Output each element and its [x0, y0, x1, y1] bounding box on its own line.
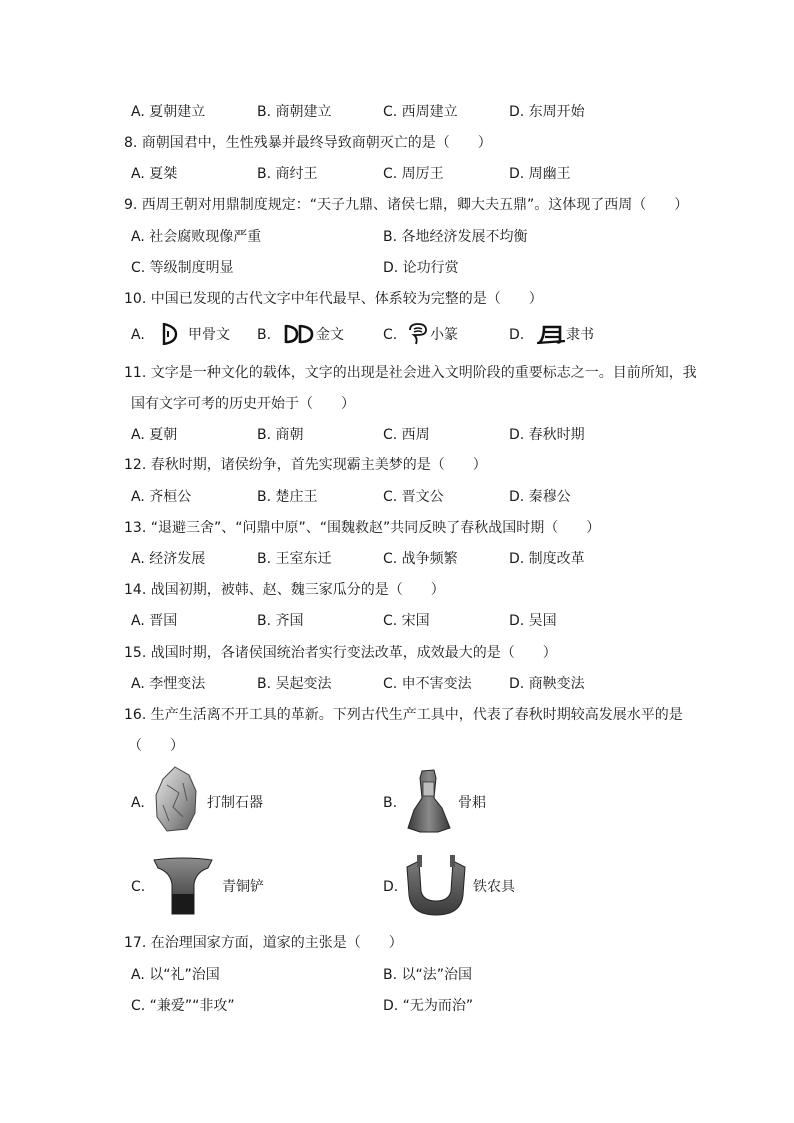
chipped-stone-tool-icon [153, 765, 199, 833]
q13-options [0, 549, 794, 569]
q7-option-c[interactable]: C. 西周建立 [383, 104, 458, 120]
q13-option-a[interactable]: A. 经济发展 [131, 551, 206, 567]
q14-option-b[interactable]: B. 齐国 [257, 613, 304, 629]
iron-farm-tool-icon [403, 853, 469, 919]
q13-option-b[interactable]: B. 王室东迁 [257, 551, 332, 567]
q8-stem: 8. 商朝国君中，生性残暴并最终导致商朝灭亡的是（ ） [124, 135, 492, 151]
q17-option-a[interactable]: A. 以“礼”治国 [131, 967, 220, 983]
q16-option-d-text: 铁农具 [473, 879, 515, 895]
q7-options [0, 102, 794, 122]
q9-options-row2 [0, 258, 794, 278]
bronze-shovel-icon [152, 856, 214, 918]
q9-options-row1 [0, 227, 794, 247]
q12-option-a[interactable]: A. 齐桓公 [131, 489, 192, 505]
q15-option-c[interactable]: C. 申不害变法 [383, 676, 472, 692]
q17-option-b[interactable]: B. 以“法”治国 [383, 967, 473, 983]
q12-stem: 12. 春秋时期，诸侯纷争，首先实现霸主美梦的是（ ） [124, 457, 487, 473]
q11-stem-line2: 国有文字可考的历史开始于（ ） [131, 396, 355, 412]
q10-stem: 10. 中国已发现的古代文字中年代最早、体系较为完整的是（ ） [124, 291, 543, 307]
q15-stem: 15. 战国时期，各诸侯国统治者实行变法改革，成效最大的是（ ） [124, 645, 557, 661]
q15-option-a[interactable]: A. 李悝变法 [131, 676, 206, 692]
q8-option-a[interactable]: A. 夏桀 [131, 166, 178, 182]
q10-option-d-text: 隶书 [566, 327, 594, 343]
q11-stem-line1: 11. 文字是一种文化的载体，文字的出现是社会进入文明阶段的重要标志之一。目前所知，我 [124, 365, 697, 381]
q15-option-b[interactable]: B. 吴起变法 [257, 676, 332, 692]
q11-option-c[interactable]: C. 西周 [383, 427, 430, 443]
oracle-bone-glyph-icon [160, 321, 180, 347]
q13-stem: 13. “退避三舍”、“问鼎中原”、“围魏救赵”共同反映了春秋战国时期（ ） [124, 520, 601, 536]
q9-option-d[interactable]: D. 论功行赏 [383, 260, 459, 276]
q8-option-b[interactable]: B. 商纣王 [257, 166, 318, 182]
q14-stem: 14. 战国初期，被韩、赵、魏三家瓜分的是（ ） [124, 582, 445, 598]
q14-option-c[interactable]: C. 宋国 [383, 613, 430, 629]
q13-option-c[interactable]: C. 战争频繁 [383, 551, 458, 567]
q11-option-d[interactable]: D. 春秋时期 [509, 427, 585, 443]
q9-stem: 9. 西周王朝对用鼎制度规定：“天子九鼎、诸侯七鼎，卿大夫五鼎”。这体现了西周（ ） [124, 197, 689, 213]
q10-option-d-label[interactable]: D. [509, 327, 525, 343]
q7-option-d[interactable]: D. 东周开始 [509, 104, 585, 120]
q8-option-c[interactable]: C. 周厉王 [383, 166, 444, 182]
q15-options [0, 674, 794, 694]
q10-options [0, 325, 794, 345]
q10-option-c-text: 小篆 [430, 327, 458, 343]
q16-stem-line2: （ ） [128, 738, 184, 754]
q11-options [0, 425, 794, 445]
q10-option-a-label[interactable]: A. [131, 327, 145, 343]
q10-option-b-label[interactable]: B. [257, 327, 272, 343]
q9-option-c[interactable]: C. 等级制度明显 [131, 260, 234, 276]
q16-option-a-text: 打制石器 [207, 795, 263, 811]
q9-option-b[interactable]: B. 各地经济发展不均衡 [383, 229, 528, 245]
q14-options [0, 611, 794, 631]
q16-stem-line1: 16. 生产生活离不开工具的革新。下列古代生产工具中，代表了春秋时期较高发展水平的是 [124, 707, 683, 723]
q14-option-d[interactable]: D. 吴国 [509, 613, 557, 629]
q12-option-b[interactable]: B. 楚庄王 [257, 489, 318, 505]
bronze-script-glyph-icon [284, 322, 314, 346]
q7-option-b[interactable]: B. 商朝建立 [257, 104, 332, 120]
q7-option-a[interactable]: A. 夏朝建立 [131, 104, 206, 120]
q16-option-c-text: 青铜铲 [222, 879, 264, 895]
clerical-script-glyph-icon [536, 323, 566, 345]
bone-spade-icon [404, 768, 454, 834]
q10-option-a-text: 甲骨文 [188, 327, 230, 343]
q17-option-c[interactable]: C. “兼爱”“非攻” [131, 998, 235, 1014]
q16-option-d-label[interactable]: D. [383, 879, 399, 895]
q11-option-a[interactable]: A. 夏朝 [131, 427, 178, 443]
q17-options-row1 [0, 965, 794, 985]
q11-option-b[interactable]: B. 商朝 [257, 427, 304, 443]
q10-option-b-text: 金文 [316, 327, 344, 343]
q15-option-d[interactable]: D. 商鞅变法 [509, 676, 585, 692]
q12-option-c[interactable]: C. 晋文公 [383, 489, 444, 505]
q16-option-a-label[interactable]: A. [131, 795, 145, 811]
q13-option-d[interactable]: D. 制度改革 [509, 551, 585, 567]
q14-option-a[interactable]: A. 晋国 [131, 613, 178, 629]
q8-option-d[interactable]: D. 周幽王 [509, 166, 571, 182]
q17-option-d[interactable]: D. “无为而治” [383, 998, 474, 1014]
q8-options [0, 164, 794, 184]
small-seal-glyph-icon [407, 322, 429, 346]
q17-stem: 17. 在治理国家方面，道家的主张是（ ） [124, 935, 403, 951]
q12-option-d[interactable]: D. 秦穆公 [509, 489, 571, 505]
q12-options [0, 487, 794, 507]
q9-option-a[interactable]: A. 社会腐败现像严重 [131, 229, 262, 245]
q16-option-c-label[interactable]: C. [131, 879, 146, 895]
q16-option-b-text: 骨耜 [458, 795, 486, 811]
q17-options-row2 [0, 996, 794, 1016]
q16-option-b-label[interactable]: B. [383, 795, 398, 811]
q10-option-c-label[interactable]: C. [383, 327, 398, 343]
